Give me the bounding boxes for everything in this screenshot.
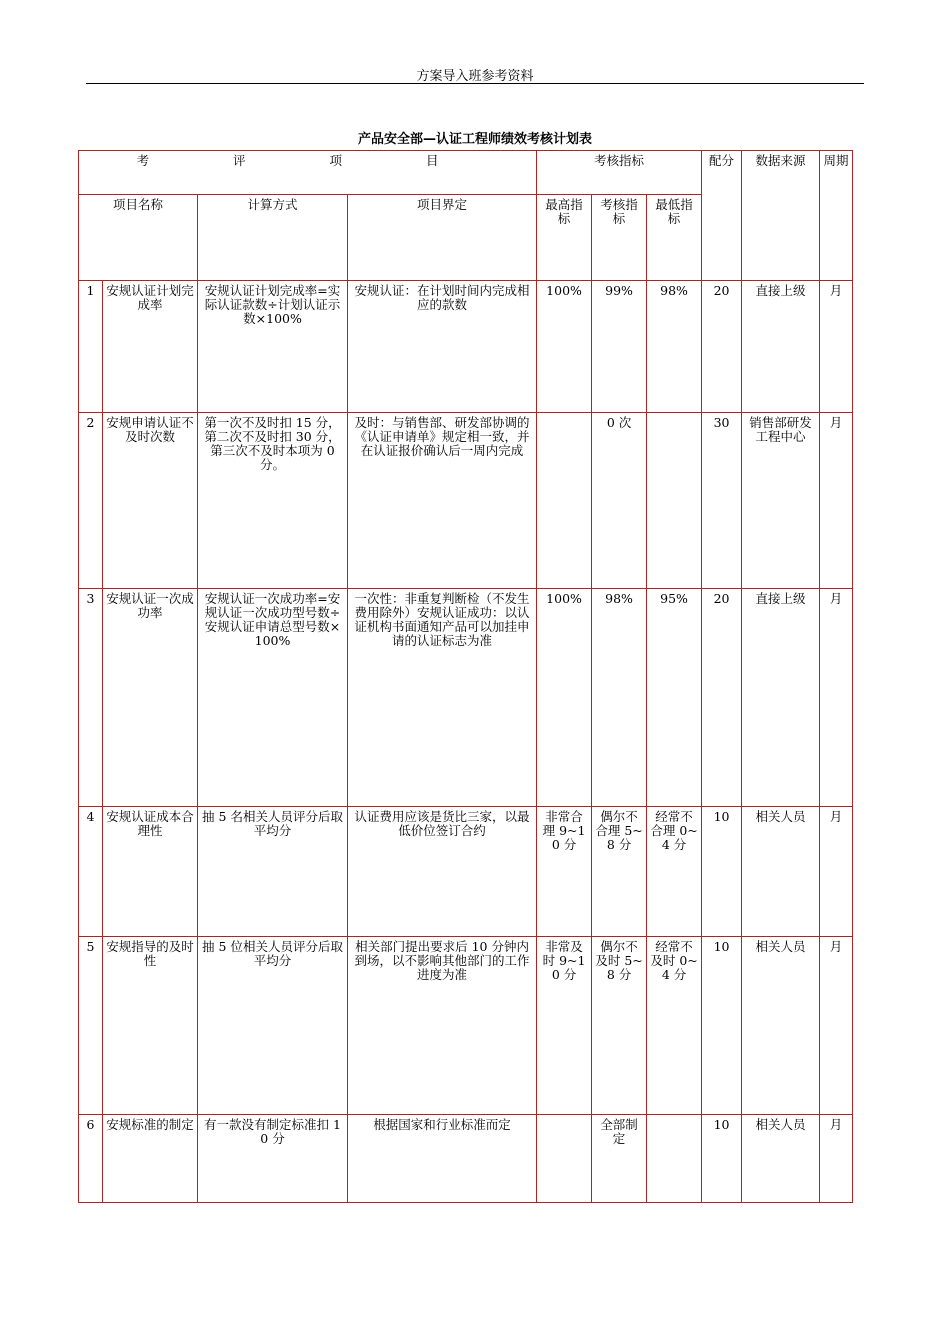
row-max: 100% <box>537 281 592 413</box>
row-definition: 一次性：非重复判断检（不发生费用除外）安规认证成功：以认证机构书面通知产品可以加挂申请的认证标志为准 <box>348 589 537 807</box>
table-row <box>79 589 853 807</box>
col-header-definition: 项目界定 <box>348 195 537 281</box>
header-rule <box>86 83 864 84</box>
row-number: 6 <box>79 1115 103 1203</box>
row-period: 月 <box>820 281 853 413</box>
page-header-text: 方案导入班参考资料 <box>416 69 534 84</box>
row-source: 直接上级 <box>742 281 820 413</box>
col-header-name: 项目名称 <box>79 195 198 281</box>
row-weight: 10 <box>702 937 742 1115</box>
col-header-target: 考核指标 <box>592 195 647 281</box>
row-target: 偶尔不及时 5~8 分 <box>592 937 647 1115</box>
row-definition: 安规认证：在计划时间内完成相应的款数 <box>348 281 537 413</box>
row-item-name: 安规申请认证不及时次数 <box>103 413 198 589</box>
col-header-source: 数据来源 <box>742 151 820 281</box>
row-min <box>647 413 702 589</box>
row-target: 99% <box>592 281 647 413</box>
row-item-name: 安规认证计划完成率 <box>103 281 198 413</box>
col-header-method: 计算方式 <box>198 195 348 281</box>
row-weight: 30 <box>702 413 742 589</box>
document-title: 产品安全部—认证工程师绩效考核计划表 <box>357 132 592 147</box>
table-row <box>79 1115 853 1203</box>
row-source: 直接上级 <box>742 589 820 807</box>
row-period: 月 <box>820 937 853 1115</box>
row-min <box>647 1115 702 1203</box>
row-min: 经常不及时 0~4 分 <box>647 937 702 1115</box>
row-source: 相关人员 <box>742 1115 820 1203</box>
table-row <box>79 937 853 1115</box>
row-target: 0 次 <box>592 413 647 589</box>
row-number: 2 <box>79 413 103 589</box>
assessment-table <box>78 150 853 1203</box>
row-target: 偶尔不合理 5~8 分 <box>592 807 647 937</box>
row-period: 月 <box>820 807 853 937</box>
row-method: 抽 5 名相关人员评分后取平均分 <box>198 807 348 937</box>
col-header-min: 最低指标 <box>647 195 702 281</box>
row-number: 4 <box>79 807 103 937</box>
table-row <box>79 807 853 937</box>
row-period: 月 <box>820 413 853 589</box>
row-target: 98% <box>592 589 647 807</box>
row-item-name: 安规认证一次成功率 <box>103 589 198 807</box>
row-number: 1 <box>79 281 103 413</box>
row-period: 月 <box>820 1115 853 1203</box>
row-min: 95% <box>647 589 702 807</box>
table-row <box>79 281 853 413</box>
group-header-indicators: 考核指标 <box>537 151 702 195</box>
row-item-name: 安规认证成本合理性 <box>103 807 198 937</box>
col-header-max: 最高指标 <box>537 195 592 281</box>
row-weight: 10 <box>702 1115 742 1203</box>
row-weight: 20 <box>702 589 742 807</box>
row-max: 100% <box>537 589 592 807</box>
row-max: 非常合理 9~10 分 <box>537 807 592 937</box>
row-min: 98% <box>647 281 702 413</box>
row-period: 月 <box>820 589 853 807</box>
col-header-period: 周期 <box>820 151 853 281</box>
row-definition: 认证费用应该是货比三家，以最低价位签订合约 <box>348 807 537 937</box>
row-item-name: 安规标准的制定 <box>103 1115 198 1203</box>
row-number: 3 <box>79 589 103 807</box>
row-method: 抽 5 位相关人员评分后取平均分 <box>198 937 348 1115</box>
row-number: 5 <box>79 937 103 1115</box>
row-source: 相关人员 <box>742 937 820 1115</box>
row-target: 全部制定 <box>592 1115 647 1203</box>
row-method: 安规认证一次成功率=安规认证一次成功型号数÷安规认证申请总型号数×100% <box>198 589 348 807</box>
row-definition: 根据国家和行业标准而定 <box>348 1115 537 1203</box>
row-max <box>537 1115 592 1203</box>
row-item-name: 安规指导的及时性 <box>103 937 198 1115</box>
row-method: 安规认证计划完成率=实际认证款数÷计划认证示数×100% <box>198 281 348 413</box>
row-source: 销售部研发工程中心 <box>742 413 820 589</box>
group-header-eval: 考 评 项 目 <box>79 151 537 195</box>
row-weight: 10 <box>702 807 742 937</box>
row-source: 相关人员 <box>742 807 820 937</box>
row-definition: 相关部门提出要求后 10 分钟内到场，以不影响其他部门的工作进度为准 <box>348 937 537 1115</box>
col-header-weight: 配分 <box>702 151 742 281</box>
row-method: 第一次不及时扣 15 分，第二次不及时扣 30 分，第三次不及时本项为 0 分。 <box>198 413 348 589</box>
row-method: 有一款没有制定标准扣 10 分 <box>198 1115 348 1203</box>
row-max: 非常及时 9~10 分 <box>537 937 592 1115</box>
row-definition: 及时：与销售部、研发部协调的《认证申请单》规定相一致，并在认证报价确认后一周内完成 <box>348 413 537 589</box>
table-row <box>79 413 853 589</box>
row-weight: 20 <box>702 281 742 413</box>
row-min: 经常不合理 0~4 分 <box>647 807 702 937</box>
row-max <box>537 413 592 589</box>
